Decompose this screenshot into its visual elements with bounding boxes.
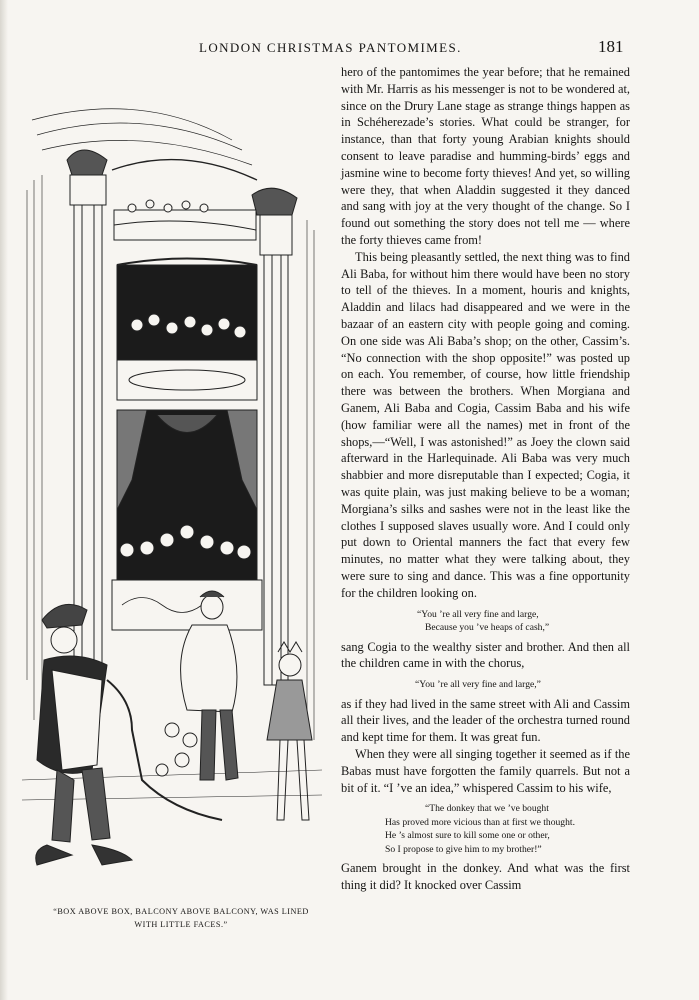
- verse-3-line-4: So I propose to give him to my brother!”: [385, 843, 542, 855]
- paragraph-2: This being pleasantly settled, the next thing was to find Ali Baba, for without him there would have been no story to tell of the thieves. In a moment, houris and knights, Aladdin and lilacs had disappeared and we were in the bazaar of an eastern city with people going and coming. On one side was Ali Baba’s shop; on the other, Cassim’s. “No connection with the shop opposite!” was posted up on each. You remember, of course, how little friendship there was between the brothers. When Morgiana and Ganem, Ali Baba and Cogia, Cassim Baba and his wife (how familiar were all the names) met in front of the shops,—“Well, I was astonished!” as Joey the clown said afterward in the Harlequinade. Ali Baba was very much shabbier and more disreputable than I expected; Cogia, it was quite plain, was just making believe to be a woman; Morgiana’s silks and sashes were not in the least like the clothes I supposed slaves usually wore. And I could only put down to Oriental manners the fact that every few minutes, no matter what they were talking about, they were sure to sing and dance. This was a fine opportunity for the children looking on.: [341, 249, 630, 600]
- page-number: 181: [598, 37, 624, 56]
- verse-3-line-2: Has proved more vicious than at first we thought.: [385, 816, 575, 828]
- body-text-column: [341, 64, 630, 894]
- verse-1: [341, 608, 630, 635]
- verse-3-line-3: He ’s almost sure to kill some one or other,: [385, 830, 550, 842]
- verse-2-line-1: “You ’re all very fine and large,”: [415, 679, 541, 691]
- caption-line-1: “BOX ABOVE BOX, BALCONY ABOVE BALCONY, WAS LINED: [53, 907, 309, 916]
- verse-3: [341, 802, 630, 856]
- paragraph-1: hero of the pantomimes the year before; that he remained with Mr. Harris as his messenger is not to be wondered at, since on the Drury Lane stage as strange things happen as in Schéherezade’s stories. What could be stranger, for instance, than that forty young Arabian knights should consent to leave paradise and humming-birds’ eggs and jasmine wine to become forty thieves! And yet, so willing were they, that when Aladdin suggested it they danced and sang with joy at the very thought of the change. So I found out something the story does not tell me — where the forty thieves came from!: [341, 65, 630, 247]
- page-edge-shadow: [0, 0, 8, 1000]
- illustration-caption: [46, 905, 316, 931]
- page-header: [0, 37, 699, 62]
- verse-1-line-1: “You ’re all very fine and large,: [417, 608, 539, 620]
- paragraph-5: When they were all singing together it seemed as if the Babas must have forgotten the family quarrels. But not a bit of it. “I ’ve an idea,” whispered Cassim to his wife,: [341, 746, 630, 795]
- caption-line-2: WITH LITTLE FACES.”: [134, 920, 228, 929]
- paragraph-3: sang Cogia to the wealthy sister and brother. And then all the children came in with the chorus,: [341, 639, 630, 671]
- running-title: LONDON CHRISTMAS PANTOMIMES.: [199, 40, 462, 55]
- paragraph-4: as if they had lived in the same street with Ali and Cassim all their lives, and the leader of the orchestra turned round and kept time for them. It was great fun.: [341, 696, 630, 745]
- verse-3-line-1: “The donkey that we ’ve bought: [425, 803, 549, 815]
- theatre-boxes-illustration: [22, 80, 322, 890]
- paragraph-6: Ganem brought in the donkey. And what was the first thing it did? It knocked over Cassim: [341, 861, 630, 893]
- verse-1-line-2: Because you ’ve heaps of cash,”: [425, 622, 550, 633]
- verse-2: [341, 678, 630, 692]
